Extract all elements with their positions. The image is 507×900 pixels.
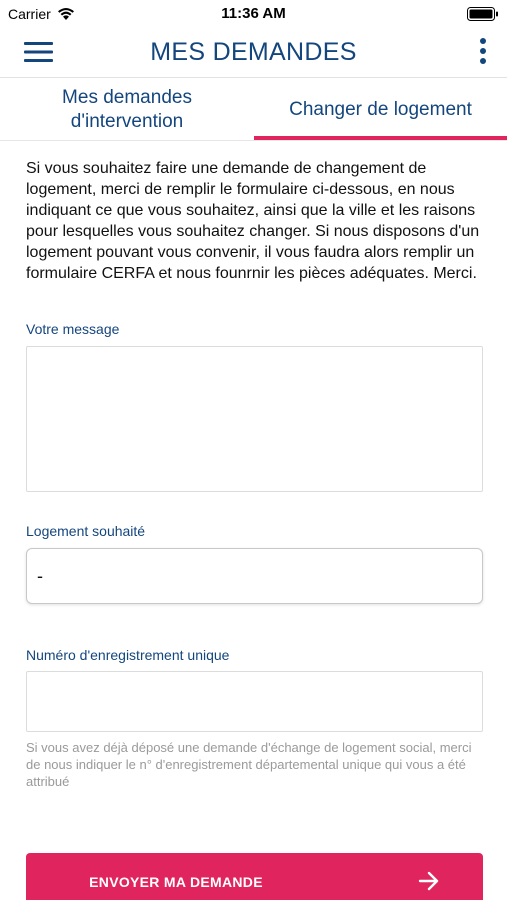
navigation-bar xyxy=(0,28,507,78)
carrier-label: Carrier xyxy=(8,6,51,22)
numero-help-text: Si vous avez déjà déposé une demande d'échange de logement social, merci de nous indiquer le n° d'enregistrement départemental unique qui vous a été attribué xyxy=(26,740,472,789)
logement-label: Logement souhaité xyxy=(26,523,146,539)
status-time: 11:36 AM xyxy=(221,5,286,22)
tab-mes-demandes-intervention[interactable] xyxy=(0,79,254,141)
status-bar xyxy=(0,0,507,28)
tab-bar xyxy=(0,79,507,141)
tab-label: Mes demandes d'intervention xyxy=(62,87,192,132)
numero-input[interactable] xyxy=(26,671,483,732)
numero-label: Numéro d'enregistrement unique xyxy=(26,647,230,663)
page-title: MES DEMANDES xyxy=(150,38,357,66)
intro-text: Si vous souhaitez faire une demande de changement de logement, merci de remplir le formulaire ci-dessous, en nous indiquant ce que vous souhaitez, ainsi que la ville et les raisons pour lesquelles vous souhaitez changer. Si nous disposons d'un logement pouvant vous convenir, il vous faudra alors remplir un formulaire CERFA et nous founrnir les pièces adéquates. Merci. xyxy=(26,160,480,282)
message-textarea[interactable] xyxy=(26,346,483,492)
submit-label: ENVOYER MA DEMANDE xyxy=(89,874,263,890)
logement-selected-value: - xyxy=(37,565,43,586)
battery-icon xyxy=(467,7,499,21)
tab-changer-de-logement[interactable] xyxy=(254,79,507,141)
submit-button[interactable] xyxy=(26,853,483,900)
more-options-button[interactable] xyxy=(475,36,491,68)
arrow-right-icon xyxy=(418,870,440,892)
active-tab-indicator xyxy=(254,136,507,140)
logement-select[interactable] xyxy=(26,548,483,604)
tab-label: Changer de logement xyxy=(289,99,472,120)
vertical-dots-icon xyxy=(475,36,491,68)
message-label: Votre message xyxy=(26,321,120,337)
